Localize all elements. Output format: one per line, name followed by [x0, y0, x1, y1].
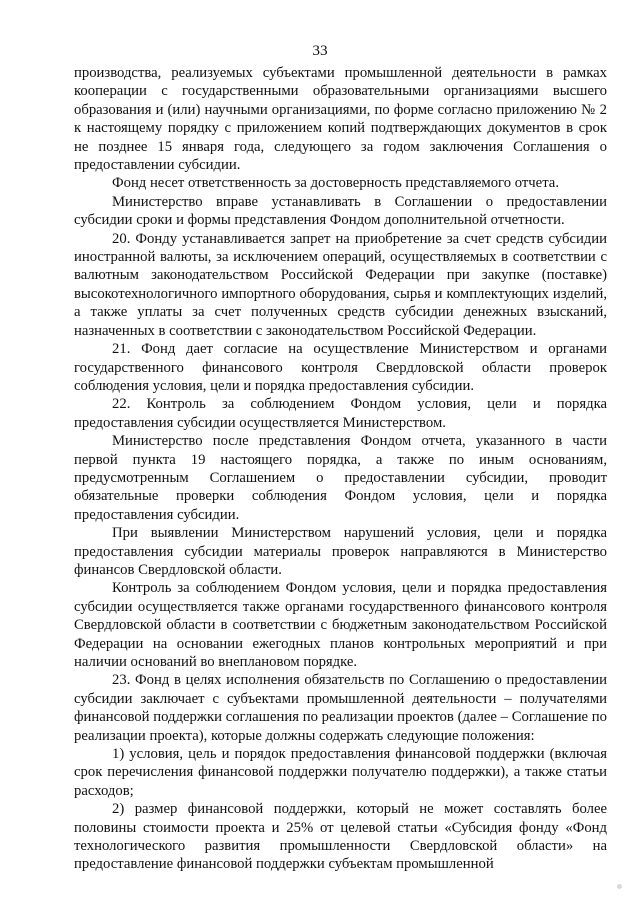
paragraph-fund-responsibility: Фонд несет ответственность за достоверность представляемого отчета.: [112, 175, 559, 192]
paragraph-ministry-checks: Министерство после представления Фондом отчета, указанного в части первой пункта 19 настоящего порядка, а также по иным основаниям, предусмотренным Соглашением о предоставлении субсидии, проводит обязательные проверки соблюдения Фондом условия, цели и порядка предоставления субсидии.: [74, 433, 607, 523]
paragraph-clause-22: 22. Контроль за соблюдением Фондом условия, цели и порядка предоставления субсидии осуществляется Министерством.: [74, 396, 607, 431]
paragraph-item-1: 1) условия, цель и порядок предоставления финансовой поддержки (включая срок перечисления финансовой поддержки получателю поддержки), а также статьи расходов;: [74, 746, 607, 799]
paragraph-clause-21: 21. Фонд дает согласие на осуществление Министерством и органами государственного финансового контроля Свердловской области проверок соблюдения условия, цели и порядка предоставления субсидии.: [74, 341, 607, 394]
page-number: 33: [312, 42, 328, 59]
paragraph-continuation: производства, реализуемых субъектами промышленной деятельности в рамках кооперации с государственными образовательными организациями высшего образования и (или) научными организациями, по форме согласно приложению № 2 к настоящему порядку с приложением копий подтверждающих документов в срок не позднее 15 января года, следующего за годом заключения Соглашения о предоставлении субсидии.: [74, 65, 607, 174]
paragraph-violations: При выявлении Министерством нарушений условия, цели и порядка предоставления субсидии материалы проверок направляются в Министерство финансов Свердловской области.: [74, 525, 607, 578]
paragraph-clause-20: 20. Фонду устанавливается запрет на приобретение за счет средств субсидии иностранной валюты, за исключением операций, осуществляемых в соответствии с валютным законодательством Российской Федерации при закупке (поставке) высокотехнологичного импортного оборудования, сырья и комплектующих изделий, а также уплаты за счет полученных средств субсидии денежных взысканий, назначенных в соответствии с законодательством Российской Федерации.: [74, 230, 607, 339]
paragraph-financial-control: Контроль за соблюдением Фондом условия, цели и порядка предоставления субсидии осуществляется также органами государственного финансового контроля Свердловской области в соответствии с бюджетным законодательством Российской Федерации на основании ежегодных планов контрольных мероприятий и при наличии оснований во внеплановом порядке.: [74, 580, 607, 670]
paragraph-clause-23: 23. Фонд в целях исполнения обязательств по Соглашению о предоставлении субсидии заключает с субъектами промышленной деятельности – получателями финансовой поддержки соглашения по реализации проектов (далее – Соглашение по реализации проекта), которые должны содержать следующие положения:: [74, 672, 607, 744]
paragraph-item-2: 2) размер финансовой поддержки, который не может составлять более половины стоимости проекта и 25% от целевой статьи «Субсидия фонду «Фонд технологического развития промышленности Свердловской области» на предоставление финансовой поддержки субъектам промышленной: [74, 801, 607, 873]
paragraph-ministry-reporting: Министерство вправе устанавливать в Соглашении о предоставлении субсидии сроки и формы представления Фондом дополнительной отчетности.: [74, 193, 607, 229]
body-text: [74, 64, 607, 874]
scan-dot-mark: [617, 884, 622, 889]
